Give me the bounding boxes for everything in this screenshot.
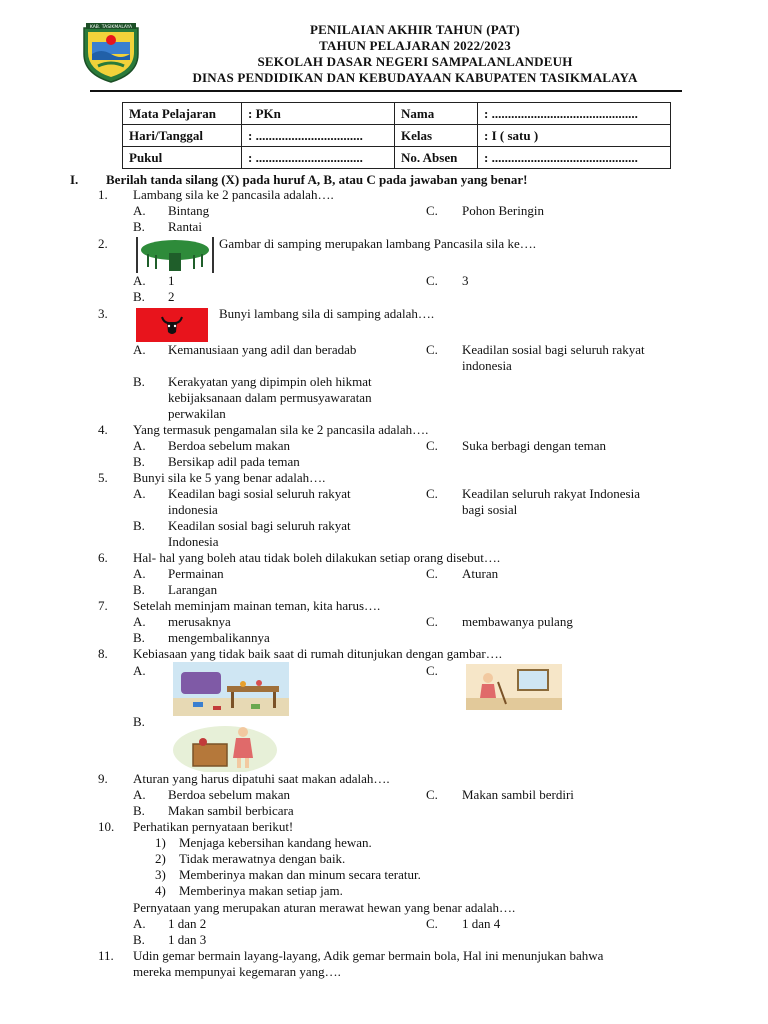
option-text[interactable]: Bintang xyxy=(168,203,210,218)
child-tidying-toys-image[interactable] xyxy=(173,720,277,772)
option-text[interactable]: 1 dan 3 xyxy=(168,932,207,947)
option-letter: A. xyxy=(133,342,146,357)
question-text: Yang termasuk pengamalan sila ke 2 pancasila adalah…. xyxy=(133,422,429,437)
banyan-tree-image xyxy=(136,237,214,273)
option-text[interactable]: Keadilan sosial bagi seluruh rakyat xyxy=(168,518,351,533)
info-row xyxy=(123,147,671,169)
question-number: 6. xyxy=(98,550,108,565)
option-text[interactable]: Keadilan bagi sosial seluruh rakyat xyxy=(168,486,351,501)
info-value[interactable]: : PKn xyxy=(242,103,395,125)
statement-text: Menjaga kebersihan kandang hewan. xyxy=(179,835,372,850)
option-letter: B. xyxy=(133,454,145,469)
question-number: 7. xyxy=(98,598,108,613)
option-text[interactable]: Makan sambil berbicara xyxy=(168,803,294,818)
option-letter: A. xyxy=(133,486,146,501)
option-letter: A. xyxy=(133,203,146,218)
header-line-4: DINAS PENDIDIKAN DAN KEBUDAYAAN KABUPATEN TASIKMALAYA xyxy=(192,70,638,85)
option-text[interactable]: 1 dan 2 xyxy=(168,916,207,931)
header-divider xyxy=(90,90,682,92)
info-label: Mata Pelajaran xyxy=(123,103,242,125)
option-text[interactable]: 1 dan 4 xyxy=(462,916,501,931)
option-letter: A. xyxy=(133,614,146,629)
info-row xyxy=(123,125,671,147)
option-letter: C. xyxy=(426,916,438,931)
statement-number: 4) xyxy=(155,883,166,898)
header-line-3: SEKOLAH DASAR NEGERI SAMPALANLANDEUH xyxy=(257,54,573,69)
regency-logo xyxy=(78,20,144,84)
question-subtext: Pernyataan yang merupakan aturan merawat hewan yang benar adalah…. xyxy=(133,900,516,915)
question-number: 4. xyxy=(98,422,108,437)
option-letter: B. xyxy=(133,374,145,389)
option-letter: A. xyxy=(133,438,146,453)
student-info-table xyxy=(122,102,671,169)
option-text[interactable]: 1 xyxy=(168,273,175,288)
bull-head-image xyxy=(136,308,208,342)
question-number: 10. xyxy=(98,819,115,834)
question-number: 5. xyxy=(98,470,108,485)
option-text[interactable]: Permainan xyxy=(168,566,224,581)
option-letter: C. xyxy=(426,614,438,629)
option-letter: C. xyxy=(426,203,438,218)
statement-text: Tidak merawatnya dengan baik. xyxy=(179,851,346,866)
info-label: Nama xyxy=(395,103,478,125)
section-number: I. xyxy=(70,172,79,187)
option-text[interactable]: 3 xyxy=(462,273,469,288)
header-line-2: TAHUN PELAJARAN 2022/2023 xyxy=(319,38,511,53)
option-letter: B. xyxy=(133,932,145,947)
info-label: Hari/Tanggal xyxy=(123,125,242,147)
question-number: 11. xyxy=(98,948,114,963)
question-number: 9. xyxy=(98,771,108,786)
question-text: Hal- hal yang boleh atau tidak boleh dilakukan setiap orang disebut…. xyxy=(133,550,501,565)
option-text[interactable]: Kemanusiaan yang adil dan beradab xyxy=(168,342,357,357)
option-letter: C. xyxy=(426,273,438,288)
option-text-cont: bagi sosial xyxy=(462,502,518,517)
option-letter: C. xyxy=(426,787,438,802)
option-text[interactable]: Rantai xyxy=(168,219,202,234)
statement-number: 2) xyxy=(155,851,166,866)
option-letter: C. xyxy=(426,663,438,678)
option-text-cont: Indonesia xyxy=(168,534,219,549)
option-text[interactable]: Aturan xyxy=(462,566,499,581)
option-letter: A. xyxy=(133,787,146,802)
option-text[interactable]: Berdoa sebelum makan xyxy=(168,438,291,453)
option-text[interactable]: Makan sambil berdiri xyxy=(462,787,574,802)
question-text: Kebiasaan yang tidak baik saat di rumah ditunjukan dengan gambar…. xyxy=(133,646,502,661)
info-row xyxy=(123,103,671,125)
option-letter: A. xyxy=(133,566,146,581)
option-text[interactable]: Bersikap adil pada teman xyxy=(168,454,300,469)
option-text[interactable]: mengembalikannya xyxy=(168,630,270,645)
option-letter: C. xyxy=(426,566,438,581)
option-text-cont: kebijaksanaan dalam permusyawaratan xyxy=(168,390,372,405)
question-text: Aturan yang harus dipatuhi saat makan adalah…. xyxy=(133,771,390,786)
question-text: Bunyi sila ke 5 yang benar adalah…. xyxy=(133,470,326,485)
option-letter: C. xyxy=(426,438,438,453)
option-text-cont: indonesia xyxy=(462,358,512,373)
question-number: 3. xyxy=(98,306,108,321)
option-letter: B. xyxy=(133,803,145,818)
option-text[interactable]: Pohon Beringin xyxy=(462,203,544,218)
option-letter: A. xyxy=(133,273,146,288)
question-text: Gambar di samping merupakan lambang Pancasila sila ke…. xyxy=(219,236,536,251)
statement-number: 3) xyxy=(155,867,166,882)
option-letter: C. xyxy=(426,342,438,357)
option-letter: B. xyxy=(133,289,145,304)
option-text[interactable]: merusaknya xyxy=(168,614,231,629)
option-letter: B. xyxy=(133,630,145,645)
svg-text:KAB. TASIKMALAYA: KAB. TASIKMALAYA xyxy=(89,25,133,30)
option-text[interactable]: 2 xyxy=(168,289,175,304)
question-text: Bunyi lambang sila di samping adalah…. xyxy=(219,306,435,321)
messy-room-image[interactable] xyxy=(173,662,289,716)
child-sweeping-image[interactable] xyxy=(466,664,562,710)
option-letter: B. xyxy=(133,219,145,234)
option-text-cont: perwakilan xyxy=(168,406,226,421)
option-letter: A. xyxy=(133,916,146,931)
question-text-cont: mereka mempunyai kegemaran yang…. xyxy=(133,964,341,979)
option-letter: C. xyxy=(426,486,438,501)
option-letter: B. xyxy=(133,518,145,533)
option-text[interactable]: Larangan xyxy=(168,582,218,597)
header-line-1: PENILAIAN AKHIR TAHUN (PAT) xyxy=(310,22,520,37)
question-number: 8. xyxy=(98,646,108,661)
option-text-cont: indonesia xyxy=(168,502,218,517)
statement-text: Memberinya makan dan minum secara teratur. xyxy=(179,867,421,882)
info-value[interactable]: : ............................................. xyxy=(478,147,671,169)
question-number: 1. xyxy=(98,187,108,202)
question-text: Perhatikan pernyataan berikut! xyxy=(133,819,294,834)
info-value[interactable]: : ................................. xyxy=(242,147,395,169)
info-value[interactable]: : ............................................. xyxy=(478,103,671,125)
info-value[interactable]: : ................................. xyxy=(242,125,395,147)
option-text[interactable]: Berdoa sebelum makan xyxy=(168,787,291,802)
info-label: No. Absen xyxy=(395,147,478,169)
statement-text: Memberinya makan setiap jam. xyxy=(179,883,343,898)
option-letter: B. xyxy=(133,714,145,729)
option-text[interactable]: Keadilan seluruh rakyat Indonesia xyxy=(462,486,640,501)
question-number: 2. xyxy=(98,236,108,251)
question-text: Udin gemar bermain layang-layang, Adik gemar bermain bola, Hal ini menunjukan bahwa xyxy=(133,948,604,963)
question-text: Setelah meminjam mainan teman, kita harus…. xyxy=(133,598,381,613)
statement-number: 1) xyxy=(155,835,166,850)
option-letter: A. xyxy=(133,663,146,678)
info-label: Kelas xyxy=(395,125,478,147)
option-text[interactable]: Suka berbagi dengan teman xyxy=(462,438,607,453)
section-instruction: Berilah tanda silang (X) pada huruf A, B, atau C pada jawaban yang benar! xyxy=(106,172,528,187)
info-label: Pukul xyxy=(123,147,242,169)
option-text[interactable]: membawanya pulang xyxy=(462,614,573,629)
option-text[interactable]: Keadilan sosial bagi seluruh rakyat xyxy=(462,342,645,357)
option-text[interactable]: Kerakyatan yang dipimpin oleh hikmat xyxy=(168,374,372,389)
info-value[interactable]: : I ( satu ) xyxy=(478,125,671,147)
option-letter: B. xyxy=(133,582,145,597)
question-text: Lambang sila ke 2 pancasila adalah…. xyxy=(133,187,334,202)
